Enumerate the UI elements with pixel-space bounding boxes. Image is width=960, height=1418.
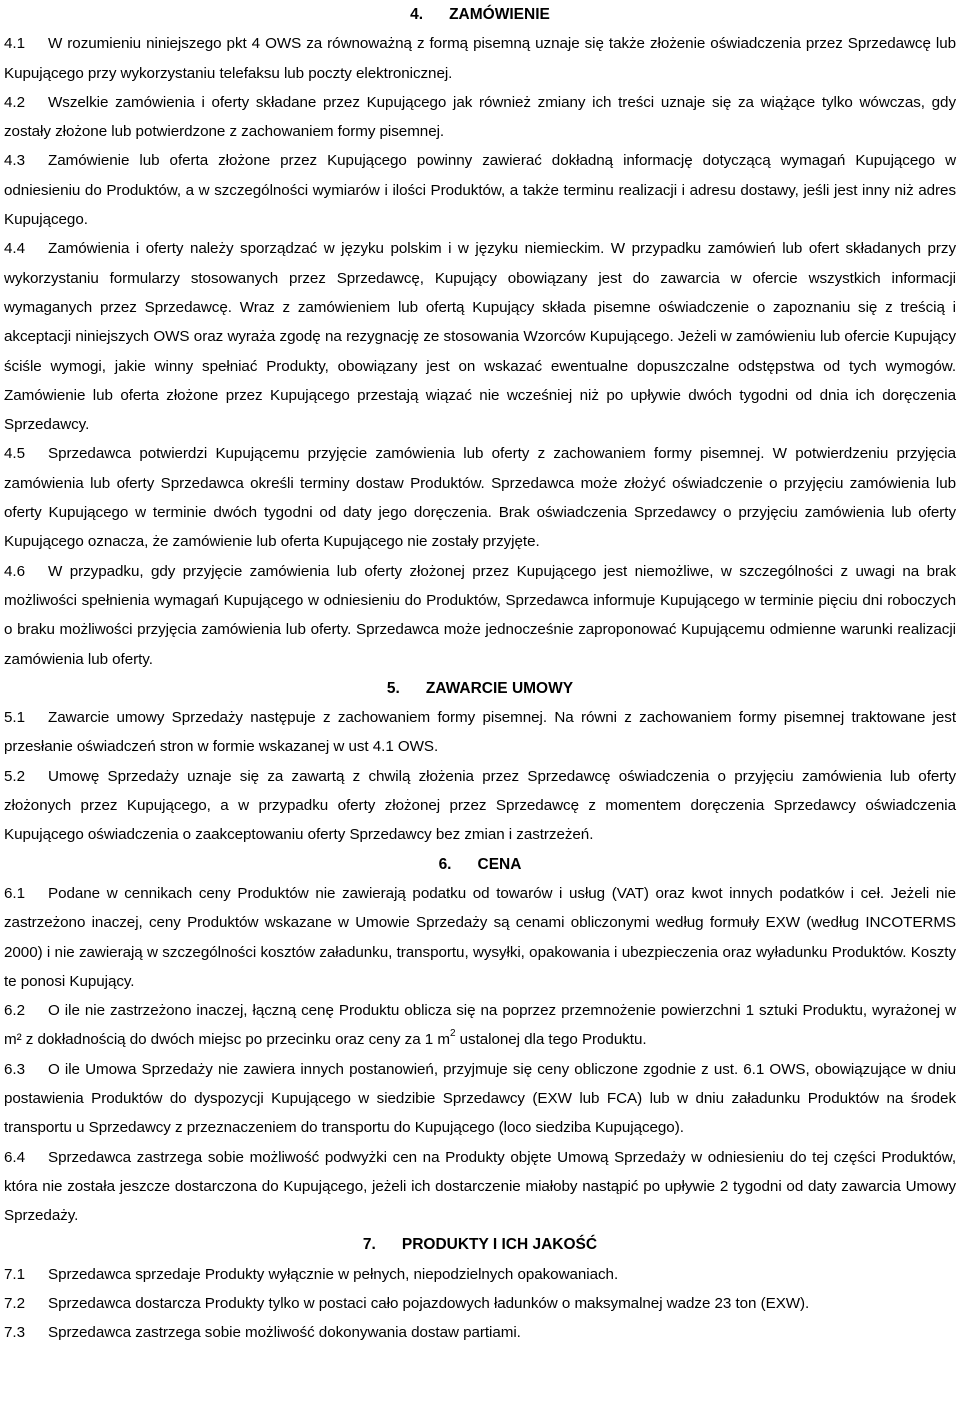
clause-number: 7.1 (4, 1265, 25, 1283)
clause-text: Zawarcie umowy Sprzedaży następuje z zachowaniem formy pisemnej. Na równi z zachowaniem formy pisemnej traktowane jest przesłanie oświadczeń stron w formie wskazanej w ust 4.1 OWS. (4, 709, 956, 756)
clause-number: 7.2 (4, 1295, 25, 1313)
clause-number: 4.6 (4, 562, 25, 580)
section-number: 7. (362, 1236, 376, 1254)
clause-number: 6.1 (4, 884, 25, 902)
clause-number: 6.3 (4, 1060, 25, 1078)
clause-number: 4.3 (4, 152, 25, 170)
clause-text: Zamówienia i oferty należy sporządzać w języku polskim i w języku niemieckim. W przypadku zamówień lub ofert składanych przy wykorzystaniu formularzy stosowanych przez Sprzedawcę, Kupujący obowiązany jest do zawarcia w ofercie wszystkich informacji wymaganych przez Sprzedawcę. Wraz z zamówieniem lub ofertą Kupujący składa pisemne oświadczenie o zapoznaniu się z treścią i akceptacji niniejszych OWS oraz wyraża zgodę na rezygnację ze stosowania Wzorców Kupującego. Jeżeli w zamówieniu lub ofercie Kupujący ściśle wymogi, jakie winny spełniać Produkty, obowiązany jest on wskazać ewentualne dopuszczalne odstępstwa od tych wymogów. Zamówienie lub oferta złożone przez Kupującego przestają wiązać nie wcześniej niż po upływie dwóch tygodni od dnia ich doręczenia Sprzedawcy. (4, 240, 956, 434)
clause-text: W przypadku, gdy przyjęcie zamówienia lub oferty złożonej przez Kupującego jest niemożliwe, w szczególności z uwagi na brak możliwości spełnienia wymagań Kupującego w odniesieniu do Produktów, Sprzedawca informuje Kupującego w terminie pięciu dni roboczych o braku możliwości przyjęcia zamówienia lub oferty. Sprzedawca może jednocześnie zaproponować Kupującemu odmienne warunki realizacji zamówienia lub oferty. (4, 562, 956, 668)
section-number: 4. (410, 6, 424, 23)
clause-6-2 (4, 996, 956, 1055)
clause-7-1 (4, 1260, 956, 1289)
clause-7-3 (4, 1318, 956, 1347)
section-title: PRODUKTY I ICH JAKOŚĆ (401, 1236, 598, 1254)
clause-4-1 (4, 29, 956, 88)
clause-6-3 (4, 1055, 956, 1143)
clause-number: 4.2 (4, 93, 25, 111)
clause-number: 5.1 (4, 709, 25, 727)
clause-4-5 (4, 439, 956, 556)
section-title: ZAMÓWIENIE (449, 6, 550, 23)
clause-6-1 (4, 879, 956, 996)
clause-text: W rozumieniu niniejszego pkt 4 OWS za równoważną z formą pisemną uznaje się także złożenie oświadczenia przez Sprzedawcę lub Kupującego przy wykorzystaniu telefaksu lub poczty elektronicznej. (4, 35, 956, 82)
clause-5-2 (4, 762, 956, 850)
section-number: 5. (386, 679, 400, 697)
clause-text: Sprzedawca dostarcza Produkty tylko w postaci cało pojazdowych ładunków o maksymalnej wadze 23 ton (EXW). (48, 1295, 810, 1313)
clause-number: 5.2 (4, 767, 25, 785)
clause-number: 4.5 (4, 445, 25, 463)
clause-number: 4.1 (4, 35, 25, 53)
clause-6-4 (4, 1143, 956, 1231)
section-5-heading (4, 674, 956, 703)
clause-text: Wszelkie zamówienia i oferty składane przez Kupującego jak również zmiany ich treści uznaje się za wiążące tylko wówczas, gdy zostały złożone lub potwierdzone z zachowaniem formy pisemnej. (4, 93, 956, 141)
clause-text: Sprzedawca zastrzega sobie możliwość podwyżki cen na Produkty objęte Umową Sprzedaży w odniesieniu do tej części Produktów, która nie została jeszcze dostarczona do Kupującego, jeżeli ich dostarczenie miałoby nastąpić po upływie 2 tygodni od daty zawarcia Umowy Sprzedaży. (4, 1148, 956, 1225)
section-6-heading (4, 850, 956, 879)
clause-4-6 (4, 557, 956, 674)
section-7-heading (4, 1230, 956, 1259)
clause-text: Zamówienie lub oferta złożone przez Kupującego powinny zawierać dokładną informację dotyczącą wymagań Kupującego w odniesieniu do Produktów, a w szczególności wymiarów i ilości Produktów, a także terminu realizacji i adresu dostawy, jeśli jest inny niż adres Kupującego. (4, 152, 956, 229)
clause-number: 6.2 (4, 1002, 25, 1020)
clause-7-2 (4, 1289, 956, 1318)
section-number: 6. (438, 855, 452, 873)
section-4-heading (4, 0, 956, 29)
section-title: CENA (477, 855, 522, 873)
clause-text: O ile nie zastrzeżono inaczej, łączną cenę Produktu oblicza się na poprzez przemnożenie powierzchni 1 sztuki Produktu, wyrażonej w m² z dokładnością do dwóch miejsc po przecinku oraz ceny za 1 m (4, 1002, 956, 1049)
clause-text: Sprzedawca sprzedaje Produkty wyłącznie w pełnych, niepodzielnych opakowaniach. (48, 1265, 619, 1283)
clause-number: 4.4 (4, 240, 25, 258)
clause-number: 6.4 (4, 1148, 25, 1166)
clause-4-2 (4, 88, 956, 147)
clause-4-3 (4, 146, 956, 234)
clause-text-continued: ustalonej dla tego Produktu. (455, 1031, 647, 1049)
superscript-2: 2 (449, 1028, 456, 1040)
clause-number: 7.3 (4, 1324, 25, 1342)
clause-text: Podane w cennikach ceny Produktów nie zawierają podatku od towarów i usług (VAT) oraz kwot innych podatków i ceł. Jeżeli nie zastrzeżono inaczej, ceny Produktów wskazane w Umowie Sprzedaży są cenami obliczonymi według formuły EXW (według INCOTERMS 2000) i nie zawierają w szczególności kosztów załadunku, transportu, wysyłki, opakowania i ubezpieczenia oraz wyładunku Produktów. Koszty te ponosi Kupujący. (4, 884, 956, 990)
section-title: ZAWARCIE UMOWY (425, 679, 574, 697)
clause-text: Sprzedawca zastrzega sobie możliwość dokonywania dostaw partiami. (48, 1324, 521, 1342)
clause-text: O ile Umowa Sprzedaży nie zawiera innych postanowień, przyjmuje się ceny obliczone zgodnie z ust. 6.1 OWS, obowiązujące w dniu postawienia Produktów do dyspozycji Kupującego w siedzibie Sprzedawcy (EXW lub FCA) lub w dniu załadunku Produktów na środek transportu u Sprzedawcy z przeznaczeniem do transportu do Kupującego (loco siedziba Kupującego). (4, 1060, 956, 1137)
clause-text: Sprzedawca potwierdzi Kupującemu przyjęcie zamówienia lub oferty z zachowaniem formy pisemnej. W potwierdzeniu przyjęcia zamówienia lub oferty Sprzedawca określi terminy dostaw Produktów. Sprzedawca może złożyć oświadczenie o przyjęciu zamówienia lub oferty Kupującego w terminie dwóch tygodni od daty jego doręczenia. Brak oświadczenia Sprzedawcy o przyjęciu zamówienia lub oferty Kupującego oznacza, że zamówienie lub oferta Kupującego nie zostały przyjęte. (4, 445, 956, 551)
clause-text: Umowę Sprzedaży uznaje się za zawartą z chwilą złożenia przez Sprzedawcę oświadczenia o przyjęciu zamówienia lub oferty złożonych przez Kupującego, a w przypadku oferty złożonej przez Sprzedawcę z momentem doręczenia Sprzedawcy oświadczenia Kupującego oświadczenia o zaakceptowaniu oferty Sprzedawcy bez zmian i zastrzeżeń. (4, 767, 956, 844)
clause-4-4 (4, 234, 956, 439)
clause-5-1 (4, 703, 956, 762)
